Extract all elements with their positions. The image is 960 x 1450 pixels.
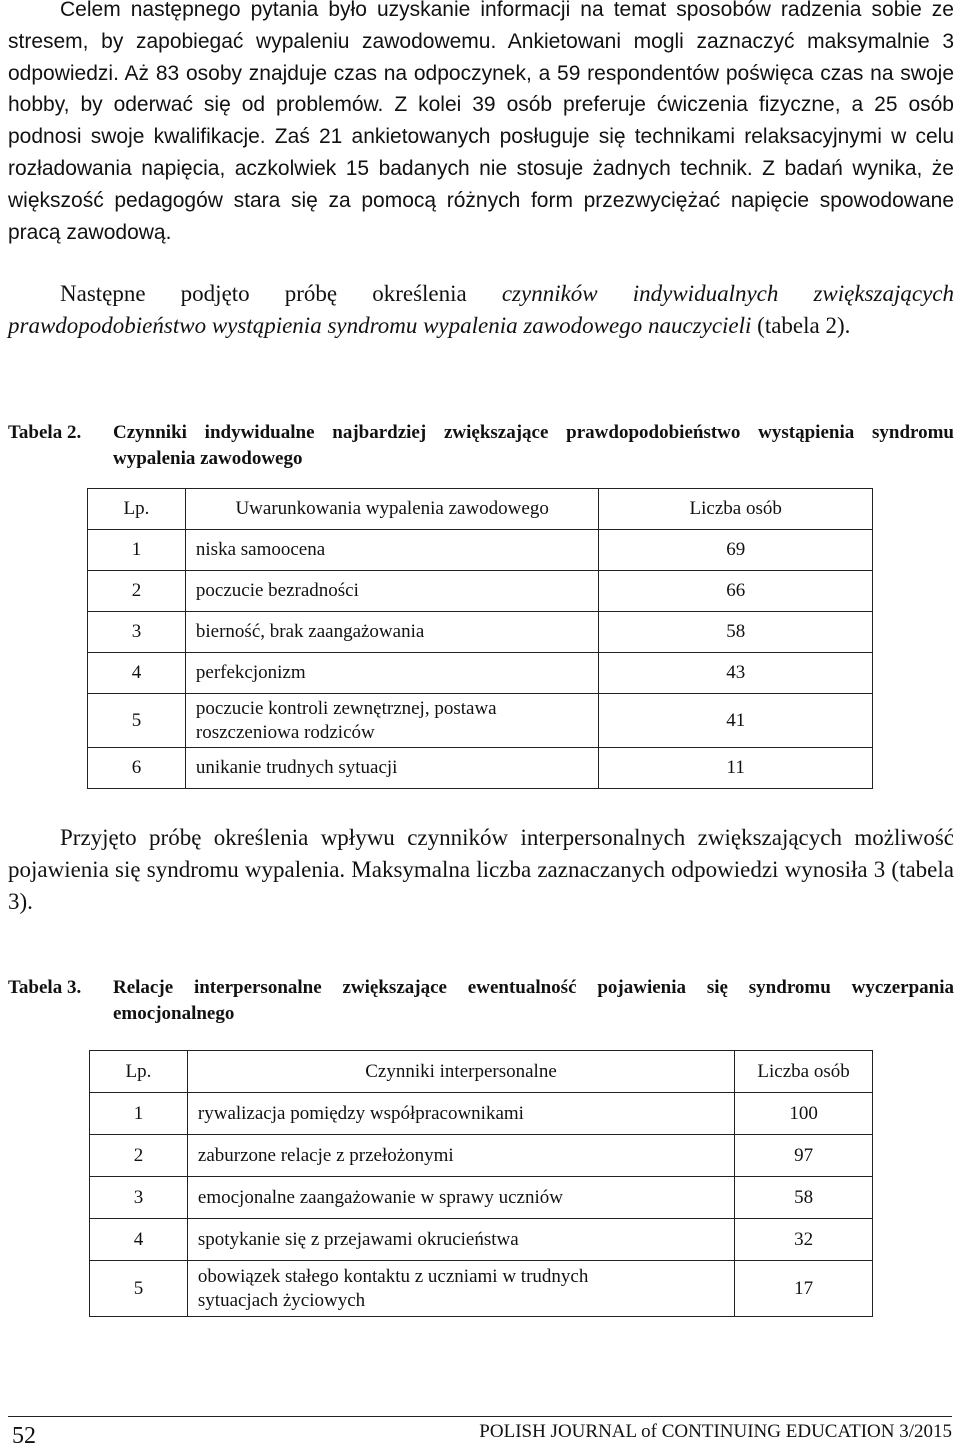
- second-paragraph: Następne podjęto próbę określenia czynników indywidualnych zwiększających prawdopodobieństwo wystąpienia syndromu wypalenia zawodowego nauczycieli (tabela 2).: [8, 281, 954, 338]
- table2-label: Tabela 2.: [8, 422, 82, 443]
- intro-paragraph: Celem następnego pytania było uzyskanie informacji na temat sposobów radzenia sobie ze stresem, by zapobiegać wypaleniu zawodowemu. Ankietowani mogli zaznaczyć maksymalnie 3 odpowiedzi. Aż 83 osoby znajduje czas na odpoczynek, a 59 respondentów poświęca czas na swoje hobby, by oderwać się od problemów. Z kolei 39 osób preferuje ćwiczenia fizyczne, a 25 osób podnosi swoje kwalifikacje. Zaś 21 ankietowanych posługuje się technikami relaksacyjnymi w celu rozładowania napięcia, aczkolwiek 15 badanych nie stosuje żadnych technik. Z badań wynika, że większość pedagogów stara się za pomocą różnych form przezwyciężać napięcie spowodowane pracą zawodową.: [8, 0, 954, 244]
- table-row: 3 emocjonalne zaangażowanie w sprawy uczniów 58: [90, 1177, 873, 1219]
- table2-header-count: Liczba osób: [599, 489, 873, 530]
- table3-header-factor: Czynniki interpersonalne: [187, 1051, 734, 1093]
- page-number: 52: [12, 1423, 36, 1449]
- table3: [89, 1050, 873, 1317]
- table3-caption: [8, 975, 954, 1026]
- table3-header-lp: Lp.: [90, 1051, 188, 1093]
- table-row: 1 rywalizacja pomiędzy współpracownikami 100: [90, 1093, 873, 1135]
- table-row: 5 poczucie kontroli zewnętrznej, postawa roszczeniowa rodziców 41: [88, 694, 873, 748]
- table2-header-lp: Lp.: [88, 489, 186, 530]
- table-row: 2 zaburzone relacje z przełożonymi 97: [90, 1135, 873, 1177]
- table2-header-row: [88, 489, 873, 530]
- table3-header-count: Liczba osób: [735, 1051, 873, 1093]
- journal-name: POLISH JOURNAL of CONTINUING EDUCATION 3/2015: [479, 1421, 952, 1442]
- table-row: 6 unikanie trudnych sytuacji 11: [88, 748, 873, 789]
- table-row: 4 perfekcjonizm 43: [88, 653, 873, 694]
- third-paragraph: Przyjęto próbę określenia wpływu czynników interpersonalnych zwiększających możliwość pojawienia się syndromu wypalenia. Maksymalna liczba zaznaczanych odpowiedzi wynosiła 3 (tabela 3).: [8, 825, 954, 914]
- table-row: 2 poczucie bezradności 66: [88, 571, 873, 612]
- table2: [87, 488, 873, 789]
- table2-header-factor: Uwarunkowania wypalenia zawodowego: [185, 489, 598, 530]
- table-row: 4 spotykanie się z przejawami okrucieństwa 32: [90, 1219, 873, 1261]
- table-row: 1 niska samoocena 69: [88, 530, 873, 571]
- table-row: 3 bierność, brak zaangażowania 58: [88, 612, 873, 653]
- table2-title: Czynniki indywidualne najbardziej zwiększające prawdopodobieństwo wystąpienia syndromu wypalenia zawodowego: [113, 422, 954, 469]
- table3-title: Relacje interpersonalne zwiększające ewentualność pojawienia się syndromu wyczerpania emocjonalnego: [113, 977, 954, 1024]
- table2-caption: [8, 420, 954, 471]
- table3-header-row: [90, 1051, 873, 1093]
- page-footer: [8, 1416, 952, 1449]
- table3-label: Tabela 3.: [8, 977, 82, 998]
- table-row: 5 obowiązek stałego kontaktu z uczniami w trudnych sytuacjach życiowych 17: [90, 1261, 873, 1317]
